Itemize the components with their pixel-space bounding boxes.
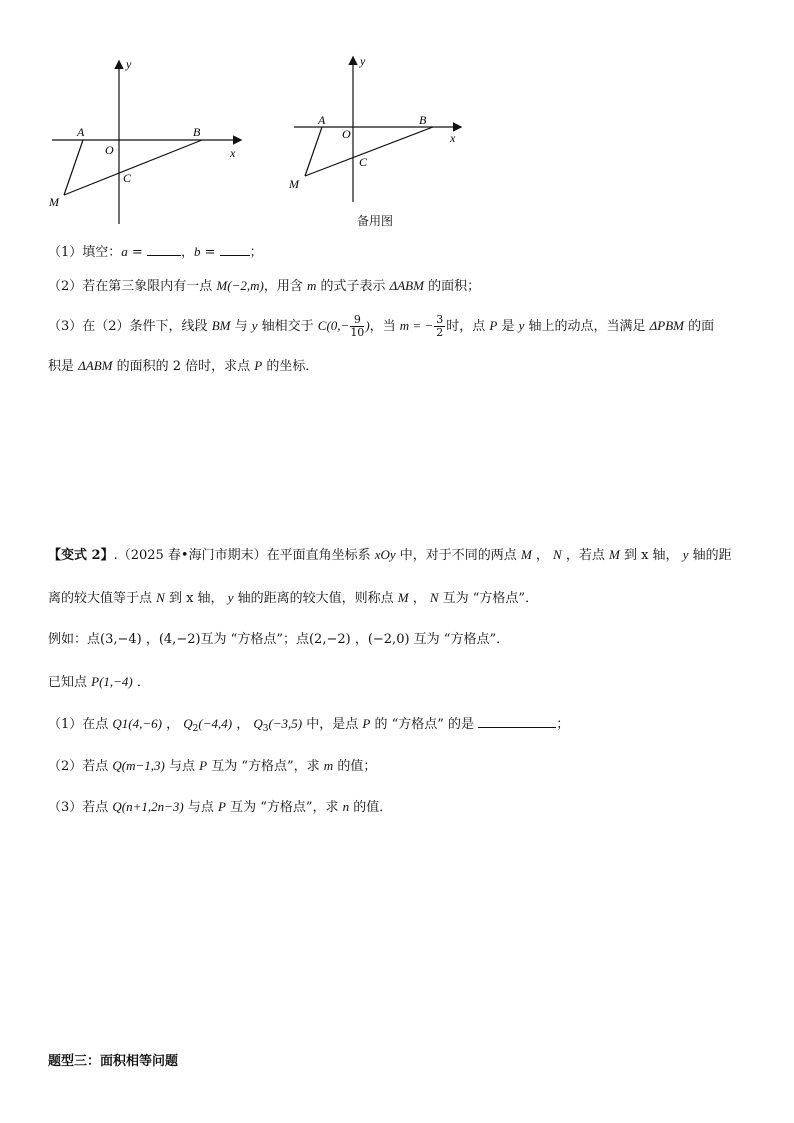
figure-left <box>44 56 254 226</box>
coordinate-diagram-left <box>44 56 254 226</box>
label-o: O <box>105 143 114 157</box>
label-m: M <box>49 195 59 209</box>
label-y: y <box>126 57 132 71</box>
question-2: （2）若在第三象限内有一点 M(−2,m)，用含 m 的式子表示 ΔABM 的面积； <box>48 278 481 294</box>
question-1: （1）填空：a = ，b = ； <box>48 244 263 260</box>
fraction-3-2: $\frac{3}{2}$ <box>436 313 444 339</box>
label-c: C <box>123 171 132 185</box>
label-x: x <box>450 131 456 145</box>
label-y: y <box>360 54 366 68</box>
answer-blank-a[interactable] <box>147 242 181 256</box>
segment-am <box>305 127 322 176</box>
variant-2-example: 例如：点(3,−4) ，(4,−2)互为 “方格点”；点(2,−2) ，(−2,0) 互为 “方格点”． <box>48 632 510 647</box>
label-x: x <box>230 146 236 160</box>
segment-mb <box>64 140 202 195</box>
section-title: 题型三：面积相等问题 <box>48 1054 179 1069</box>
figure-right <box>284 54 474 204</box>
answer-blank-q1[interactable] <box>478 714 556 728</box>
segment-mb <box>305 127 433 176</box>
label-b: B <box>193 125 201 139</box>
fraction-9-10: $\frac{9}{10}$ <box>350 313 365 339</box>
variant-2-question-3: （3）若点 Q(n+1,2n−3) 与点 P 互为 “方格点”，求 n 的值． <box>48 799 393 815</box>
label-m: M <box>289 177 299 191</box>
question-3-line-1: （3）在（2）条件下，线段 BM 与 y 轴相交于 C(0,− $\frac{9}{10}$ )，当 m = − $\frac{3}{2}$ 时，点 P 是 y 轴上的动点，当满足 ΔPBM 的面 <box>48 313 715 339</box>
label-c: C <box>359 155 368 169</box>
label-b: B <box>419 113 427 127</box>
coordinate-diagram-right <box>284 54 474 204</box>
figure-caption: 备用图 <box>357 214 394 228</box>
variant-2-line-2: 离的较大值等于点 N 到 x 轴， y 轴的距离的较大值，则称点 M ， N 互为 “方格点”． <box>48 590 539 606</box>
segment-am <box>64 140 83 195</box>
answer-blank-b[interactable] <box>220 242 250 256</box>
question-3-line-2: 积是 ΔABM 的面积的 2 倍时，求点 P 的坐标． <box>48 358 319 374</box>
label-a: A <box>318 113 326 127</box>
label-a: A <box>77 125 85 139</box>
variant-2-known: 已知点 P(1,−4) ． <box>48 674 150 690</box>
label-o: O <box>342 127 351 141</box>
variant-2-line-1: 【变式 2】.（2025 春•海门市期末）在平面直角坐标系 xOy 中，对于不同的两点 M ， N ，若点 M 到 x 轴， y 轴的距 <box>48 547 732 563</box>
variant-2-question-1: （1）在点 Q1(4,−6) ， $Q_2(-4,4)$ ， $Q_3(-3,5)$ 中，是点 P 的 “方格点” 的是 ； <box>48 716 570 734</box>
variant-2-question-2: （2）若点 Q(m−1,3) 与点 P 互为 “方格点”，求 m 的值； <box>48 758 377 774</box>
